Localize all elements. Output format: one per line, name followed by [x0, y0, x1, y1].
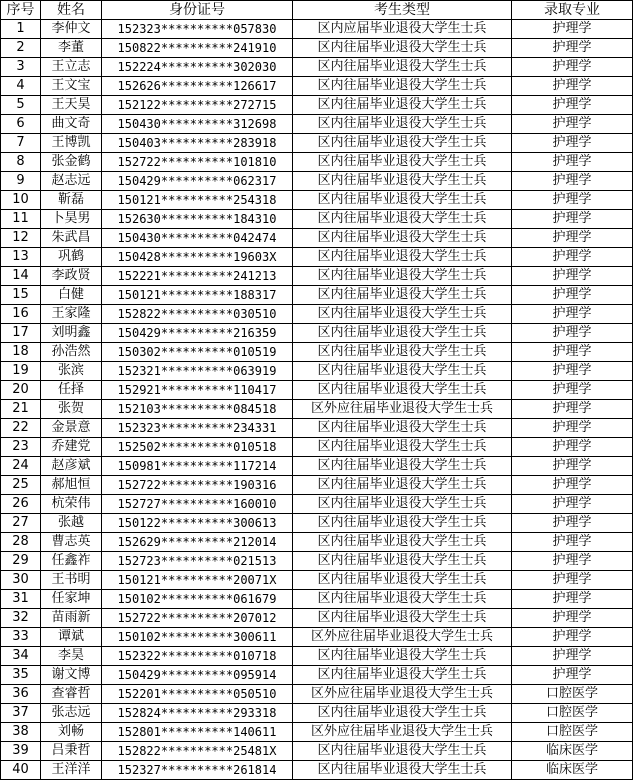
cell-candidate-type: 区内往届毕业退役大学生士兵 — [293, 58, 512, 77]
cell-major: 护理学 — [512, 495, 633, 514]
cell-index: 27 — [1, 514, 41, 533]
cell-candidate-type: 区内往届毕业退役大学生士兵 — [293, 191, 512, 210]
cell-id-number: 150302**********010519 — [102, 343, 293, 362]
cell-index: 24 — [1, 457, 41, 476]
table-row — [1, 571, 633, 590]
cell-major: 护理学 — [512, 666, 633, 685]
cell-major: 护理学 — [512, 362, 633, 381]
cell-index: 30 — [1, 571, 41, 590]
cell-candidate-type: 区内往届毕业退役大学生士兵 — [293, 210, 512, 229]
cell-name: 张越 — [41, 514, 102, 533]
cell-id-number: 150102**********061679 — [102, 590, 293, 609]
cell-candidate-type: 区内往届毕业退役大学生士兵 — [293, 419, 512, 438]
cell-major: 口腔医学 — [512, 723, 633, 742]
cell-id-number: 152103**********084518 — [102, 400, 293, 419]
cell-id-number: 152327**********261814 — [102, 761, 293, 780]
cell-candidate-type: 区内往届毕业退役大学生士兵 — [293, 134, 512, 153]
cell-major: 护理学 — [512, 476, 633, 495]
table-row — [1, 552, 633, 571]
table-row — [1, 685, 633, 704]
cell-name: 卜昊男 — [41, 210, 102, 229]
cell-name: 李昊 — [41, 647, 102, 666]
cell-name: 张滨 — [41, 362, 102, 381]
cell-major: 护理学 — [512, 305, 633, 324]
cell-name: 查睿哲 — [41, 685, 102, 704]
cell-index: 28 — [1, 533, 41, 552]
cell-major: 护理学 — [512, 571, 633, 590]
cell-id-number: 152727**********160010 — [102, 495, 293, 514]
cell-index: 16 — [1, 305, 41, 324]
cell-candidate-type: 区内往届毕业退役大学生士兵 — [293, 761, 512, 780]
header-name: 姓名 — [41, 1, 102, 20]
table-row — [1, 210, 633, 229]
cell-name: 张贺 — [41, 400, 102, 419]
cell-candidate-type: 区外应往届毕业退役大学生士兵 — [293, 628, 512, 647]
cell-major: 护理学 — [512, 438, 633, 457]
table-row — [1, 514, 633, 533]
cell-index: 2 — [1, 39, 41, 58]
cell-major: 护理学 — [512, 647, 633, 666]
cell-name: 王文宝 — [41, 77, 102, 96]
cell-id-number: 150122**********300613 — [102, 514, 293, 533]
cell-name: 王立志 — [41, 58, 102, 77]
cell-id-number: 152822**********030510 — [102, 305, 293, 324]
cell-candidate-type: 区外应往届毕业退役大学生士兵 — [293, 400, 512, 419]
cell-index: 14 — [1, 267, 41, 286]
cell-id-number: 152122**********272715 — [102, 96, 293, 115]
cell-major: 临床医学 — [512, 742, 633, 761]
cell-candidate-type: 区内往届毕业退役大学生士兵 — [293, 286, 512, 305]
cell-index: 29 — [1, 552, 41, 571]
cell-id-number: 152323**********057830 — [102, 20, 293, 39]
cell-candidate-type: 区内往届毕业退役大学生士兵 — [293, 229, 512, 248]
cell-index: 13 — [1, 248, 41, 267]
cell-major: 护理学 — [512, 153, 633, 172]
cell-major: 护理学 — [512, 286, 633, 305]
cell-index: 15 — [1, 286, 41, 305]
cell-id-number: 152723**********021513 — [102, 552, 293, 571]
cell-index: 21 — [1, 400, 41, 419]
table-row — [1, 723, 633, 742]
cell-id-number: 150428**********19603X — [102, 248, 293, 267]
cell-name: 白健 — [41, 286, 102, 305]
cell-id-number: 150429**********095914 — [102, 666, 293, 685]
cell-candidate-type: 区内往届毕业退役大学生士兵 — [293, 324, 512, 343]
cell-index: 8 — [1, 153, 41, 172]
cell-major: 护理学 — [512, 191, 633, 210]
header-index: 序号 — [1, 1, 41, 20]
cell-candidate-type: 区内往届毕业退役大学生士兵 — [293, 590, 512, 609]
cell-index: 36 — [1, 685, 41, 704]
table-row — [1, 20, 633, 39]
cell-candidate-type: 区内往届毕业退役大学生士兵 — [293, 39, 512, 58]
cell-id-number: 150102**********300611 — [102, 628, 293, 647]
cell-candidate-type: 区内往届毕业退役大学生士兵 — [293, 96, 512, 115]
cell-name: 谢文博 — [41, 666, 102, 685]
cell-major: 护理学 — [512, 457, 633, 476]
table-row — [1, 742, 633, 761]
cell-candidate-type: 区内往届毕业退役大学生士兵 — [293, 609, 512, 628]
cell-name: 刘畅 — [41, 723, 102, 742]
table-row — [1, 533, 633, 552]
cell-id-number: 150121**********254318 — [102, 191, 293, 210]
cell-candidate-type: 区内往届毕业退役大学生士兵 — [293, 514, 512, 533]
cell-candidate-type: 区外应往届毕业退役大学生士兵 — [293, 723, 512, 742]
cell-major: 护理学 — [512, 248, 633, 267]
cell-candidate-type: 区内往届毕业退役大学生士兵 — [293, 476, 512, 495]
cell-name: 张志远 — [41, 704, 102, 723]
cell-id-number: 150981**********117214 — [102, 457, 293, 476]
table-row — [1, 153, 633, 172]
cell-major: 护理学 — [512, 115, 633, 134]
table-row — [1, 476, 633, 495]
cell-major: 护理学 — [512, 343, 633, 362]
cell-major: 口腔医学 — [512, 685, 633, 704]
cell-id-number: 152323**********234331 — [102, 419, 293, 438]
table-row — [1, 134, 633, 153]
cell-candidate-type: 区外应往届毕业退役大学生士兵 — [293, 685, 512, 704]
cell-candidate-type: 区内往届毕业退役大学生士兵 — [293, 647, 512, 666]
table-row — [1, 267, 633, 286]
table-row — [1, 191, 633, 210]
cell-name: 吕秉哲 — [41, 742, 102, 761]
cell-index: 39 — [1, 742, 41, 761]
cell-major: 护理学 — [512, 58, 633, 77]
cell-id-number: 152801**********140611 — [102, 723, 293, 742]
cell-index: 34 — [1, 647, 41, 666]
cell-index: 25 — [1, 476, 41, 495]
cell-candidate-type: 区内往届毕业退役大学生士兵 — [293, 381, 512, 400]
cell-candidate-type: 区内往届毕业退役大学生士兵 — [293, 704, 512, 723]
cell-name: 李仲文 — [41, 20, 102, 39]
cell-id-number: 152822**********25481X — [102, 742, 293, 761]
cell-name: 李董 — [41, 39, 102, 58]
cell-index: 6 — [1, 115, 41, 134]
cell-index: 12 — [1, 229, 41, 248]
cell-candidate-type: 区内往届毕业退役大学生士兵 — [293, 248, 512, 267]
cell-id-number: 152502**********010518 — [102, 438, 293, 457]
table-row — [1, 343, 633, 362]
header-id: 身份证号 — [102, 1, 293, 20]
cell-name: 苗雨新 — [41, 609, 102, 628]
cell-name: 刘明鑫 — [41, 324, 102, 343]
cell-index: 20 — [1, 381, 41, 400]
table-row — [1, 172, 633, 191]
cell-index: 33 — [1, 628, 41, 647]
table-row — [1, 229, 633, 248]
cell-candidate-type: 区内往届毕业退役大学生士兵 — [293, 172, 512, 191]
table-body — [1, 20, 633, 780]
cell-id-number: 150429**********062317 — [102, 172, 293, 191]
cell-name: 乔建党 — [41, 438, 102, 457]
table-row — [1, 115, 633, 134]
cell-major: 临床医学 — [512, 761, 633, 780]
cell-major: 护理学 — [512, 39, 633, 58]
cell-name: 靳磊 — [41, 191, 102, 210]
cell-id-number: 150121**********188317 — [102, 286, 293, 305]
cell-candidate-type: 区内往届毕业退役大学生士兵 — [293, 343, 512, 362]
cell-major: 护理学 — [512, 514, 633, 533]
cell-candidate-type: 区内往届毕业退役大学生士兵 — [293, 438, 512, 457]
cell-index: 38 — [1, 723, 41, 742]
cell-name: 赵志远 — [41, 172, 102, 191]
table-row — [1, 628, 633, 647]
table-row — [1, 590, 633, 609]
cell-candidate-type: 区内往届毕业退役大学生士兵 — [293, 666, 512, 685]
cell-id-number: 152722**********101810 — [102, 153, 293, 172]
table-row — [1, 58, 633, 77]
cell-index: 3 — [1, 58, 41, 77]
cell-index: 22 — [1, 419, 41, 438]
cell-id-number: 150429**********216359 — [102, 324, 293, 343]
cell-index: 11 — [1, 210, 41, 229]
cell-major: 护理学 — [512, 20, 633, 39]
cell-id-number: 150430**********042474 — [102, 229, 293, 248]
cell-id-number: 152221**********241213 — [102, 267, 293, 286]
table-row — [1, 457, 633, 476]
cell-candidate-type: 区内往届毕业退役大学生士兵 — [293, 552, 512, 571]
cell-id-number: 150430**********312698 — [102, 115, 293, 134]
cell-name: 曹志英 — [41, 533, 102, 552]
cell-index: 4 — [1, 77, 41, 96]
cell-candidate-type: 区内往届毕业退役大学生士兵 — [293, 267, 512, 286]
cell-major: 护理学 — [512, 552, 633, 571]
cell-name: 朱武昌 — [41, 229, 102, 248]
cell-index: 1 — [1, 20, 41, 39]
cell-candidate-type: 区内往届毕业退役大学生士兵 — [293, 495, 512, 514]
table-row — [1, 400, 633, 419]
cell-id-number: 150121**********20071X — [102, 571, 293, 590]
table-row — [1, 362, 633, 381]
cell-name: 杭荣伟 — [41, 495, 102, 514]
cell-candidate-type: 区内往届毕业退役大学生士兵 — [293, 115, 512, 134]
table-row — [1, 96, 633, 115]
cell-candidate-type: 区内往届毕业退役大学生士兵 — [293, 742, 512, 761]
cell-index: 19 — [1, 362, 41, 381]
cell-index: 35 — [1, 666, 41, 685]
cell-id-number: 152201**********050510 — [102, 685, 293, 704]
cell-candidate-type: 区内往届毕业退役大学生士兵 — [293, 305, 512, 324]
cell-major: 护理学 — [512, 628, 633, 647]
cell-major: 护理学 — [512, 419, 633, 438]
cell-id-number: 152629**********212014 — [102, 533, 293, 552]
cell-index: 40 — [1, 761, 41, 780]
cell-name: 王书明 — [41, 571, 102, 590]
cell-name: 任鑫祚 — [41, 552, 102, 571]
cell-name: 王家隆 — [41, 305, 102, 324]
table-row — [1, 761, 633, 780]
cell-id-number: 152321**********063919 — [102, 362, 293, 381]
cell-index: 23 — [1, 438, 41, 457]
cell-id-number: 152722**********190316 — [102, 476, 293, 495]
cell-id-number: 152630**********184310 — [102, 210, 293, 229]
header-major: 录取专业 — [512, 1, 633, 20]
cell-candidate-type: 区内往届毕业退役大学生士兵 — [293, 77, 512, 96]
cell-major: 护理学 — [512, 77, 633, 96]
cell-candidate-type: 区内往届毕业退役大学生士兵 — [293, 457, 512, 476]
table-row — [1, 609, 633, 628]
cell-id-number: 150822**********241910 — [102, 39, 293, 58]
table-row — [1, 286, 633, 305]
cell-name: 孙浩然 — [41, 343, 102, 362]
cell-candidate-type: 区内应届毕业退役大学生士兵 — [293, 20, 512, 39]
cell-major: 护理学 — [512, 210, 633, 229]
cell-name: 谭斌 — [41, 628, 102, 647]
cell-id-number: 152224**********302030 — [102, 58, 293, 77]
cell-name: 赵彦斌 — [41, 457, 102, 476]
cell-candidate-type: 区内往届毕业退役大学生士兵 — [293, 362, 512, 381]
cell-major: 护理学 — [512, 267, 633, 286]
cell-id-number: 150403**********283918 — [102, 134, 293, 153]
cell-name: 王博凯 — [41, 134, 102, 153]
table-row — [1, 495, 633, 514]
cell-name: 任家坤 — [41, 590, 102, 609]
cell-major: 护理学 — [512, 229, 633, 248]
cell-major: 口腔医学 — [512, 704, 633, 723]
table-row — [1, 324, 633, 343]
cell-name: 曲文奇 — [41, 115, 102, 134]
cell-id-number: 152824**********293318 — [102, 704, 293, 723]
cell-id-number: 152722**********207012 — [102, 609, 293, 628]
cell-major: 护理学 — [512, 381, 633, 400]
cell-index: 18 — [1, 343, 41, 362]
cell-name: 王洋洋 — [41, 761, 102, 780]
cell-index: 17 — [1, 324, 41, 343]
cell-name: 巩鹤 — [41, 248, 102, 267]
table-row — [1, 305, 633, 324]
cell-id-number: 152626**********126617 — [102, 77, 293, 96]
cell-major: 护理学 — [512, 400, 633, 419]
cell-major: 护理学 — [512, 96, 633, 115]
cell-index: 5 — [1, 96, 41, 115]
cell-name: 任择 — [41, 381, 102, 400]
cell-id-number: 152322**********010718 — [102, 647, 293, 666]
table-row — [1, 39, 633, 58]
cell-major: 护理学 — [512, 134, 633, 153]
cell-major: 护理学 — [512, 533, 633, 552]
cell-name: 张金鹤 — [41, 153, 102, 172]
table-row — [1, 381, 633, 400]
table-row — [1, 438, 633, 457]
cell-index: 26 — [1, 495, 41, 514]
table-row — [1, 77, 633, 96]
table-row — [1, 647, 633, 666]
header-row — [1, 1, 633, 20]
table-row — [1, 419, 633, 438]
cell-name: 李政贤 — [41, 267, 102, 286]
cell-major: 护理学 — [512, 172, 633, 191]
cell-name: 金景意 — [41, 419, 102, 438]
table-row — [1, 666, 633, 685]
cell-major: 护理学 — [512, 609, 633, 628]
cell-name: 王天昊 — [41, 96, 102, 115]
table-row — [1, 704, 633, 723]
header-type: 考生类型 — [293, 1, 512, 20]
cell-index: 32 — [1, 609, 41, 628]
table-row — [1, 248, 633, 267]
cell-name: 郝旭恒 — [41, 476, 102, 495]
cell-major: 护理学 — [512, 324, 633, 343]
cell-index: 31 — [1, 590, 41, 609]
cell-index: 10 — [1, 191, 41, 210]
cell-index: 7 — [1, 134, 41, 153]
cell-index: 9 — [1, 172, 41, 191]
cell-candidate-type: 区内往届毕业退役大学生士兵 — [293, 533, 512, 552]
cell-index: 37 — [1, 704, 41, 723]
cell-candidate-type: 区内往届毕业退役大学生士兵 — [293, 571, 512, 590]
cell-candidate-type: 区内往届毕业退役大学生士兵 — [293, 153, 512, 172]
cell-id-number: 152921**********110417 — [102, 381, 293, 400]
cell-major: 护理学 — [512, 590, 633, 609]
